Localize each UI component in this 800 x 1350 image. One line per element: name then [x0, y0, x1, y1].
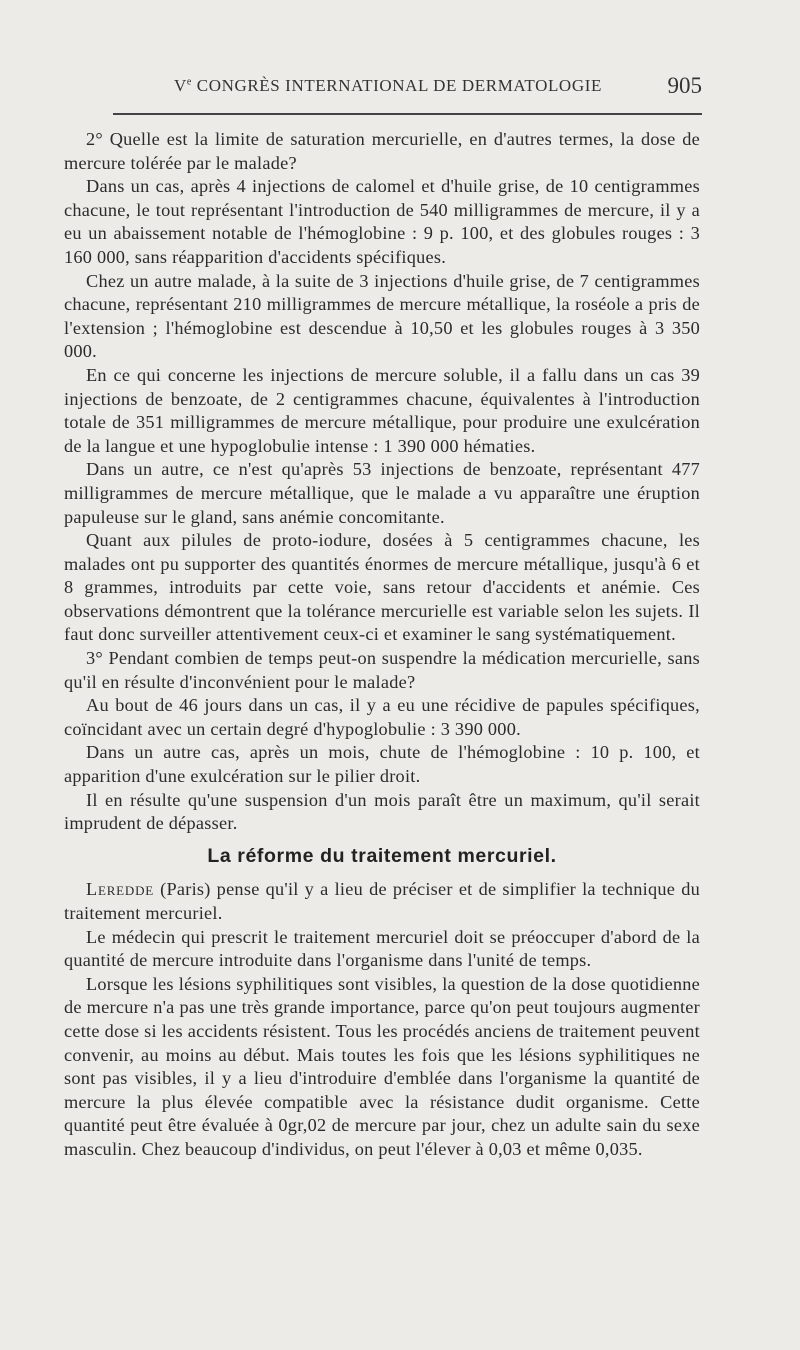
- running-header: [62, 73, 702, 102]
- paragraph: Lorsque les lésions syphilitiques sont visibles, la question de la dose quotidienne de mercure n'a pas une très grande importance, parce qu'on peut toujours augmenter cette dose si les accidents résistent. Tous les procédés anciens de traitement peuvent convenir, au moins au début. Mais toutes les fois que les lésions syphilitiques ne sont pas visibles, il y a lieu d'introduire d'emblée dans l'organisme la quantité de mercure la plus élevée compatible avec la résistance dudit organisme. Cette quantité peut être évaluée à 0gr,02 de mercure par jour, chez un adulte sain du sexe masculin. Chez beaucoup d'individus, on peut l'élever à 0,03 et même 0,035.: [64, 973, 700, 1159]
- paragraph: 2° Quelle est la limite de saturation mercurielle, en d'autres termes, la dose de mercure tolérée par le malade?: [64, 129, 700, 173]
- paragraph-author: [64, 878, 700, 925]
- paragraph: Quant aux pilules de proto-iodure, dosées à 5 centigrammes chacune, les malades ont pu supporter des quantités énormes de mercure métallique, jusqu'à 6 et 8 grammes, introduits par cette voie, sans retour d'accidents et anémie. Ces observations démontrent que la tolérance mercurielle est variable selon les sujets. Il faut donc surveiller attentivement ceux-ci et examiner le sang systématiquement.: [64, 530, 700, 645]
- paragraph: Dans un autre, ce n'est qu'après 53 injections de benzoate, représentant 477 milligrammes de mercure métallique, que le malade a vu apparaître une éruption papuleuse sur le gland, sans anémie concomitante.: [64, 459, 700, 527]
- author-name: Leredde: [86, 879, 155, 900]
- author-text: (Paris) pense qu'il y a lieu de préciser et de simplifier la technique du traitement mercuriel.: [64, 879, 700, 923]
- paragraph: Au bout de 46 jours dans un cas, il y a eu une récidive de papules spécifiques, coïncidant avec un certain degré d'hypoglobulie : 3 390 000.: [64, 695, 700, 739]
- page-body: [64, 128, 700, 1162]
- header-rule: [113, 113, 702, 115]
- header-title: Ve CONGRÈS INTERNATIONAL DE DERMATOLOGIE: [174, 76, 602, 95]
- paragraph: 3° Pendant combien de temps peut-on suspendre la médication mercurielle, sans qu'il en résulte d'inconvénient pour le malade?: [64, 648, 700, 692]
- paragraph: Le médecin qui prescrit le traitement mercuriel doit se préoccuper d'abord de la quantité de mercure introduite dans l'organisme dans l'unité de temps.: [64, 926, 700, 971]
- page-number: 905: [667, 73, 702, 98]
- paragraph: Il en résulte qu'une suspension d'un mois paraît être un maximum, qu'il serait imprudent de dépasser.: [64, 789, 700, 834]
- section-heading: La réforme du traitement mercuriel.: [207, 844, 557, 867]
- paragraph: En ce qui concerne les injections de mercure soluble, il a fallu dans un cas 39 injections de benzoate, de 2 centigrammes chacune, équivalentes à l'introduction totale de 351 milligrammes de mercure métallique, pour produire une exulcération de la langue et une hypoglobulie intense : 1 390 000 hématies.: [64, 364, 700, 456]
- paragraph: Dans un autre cas, après un mois, chute de l'hémoglobine : 10 p. 100, et apparition d'une exulcération sur le pilier droit.: [64, 742, 700, 787]
- paragraph: Chez un autre malade, à la suite de 3 injections d'huile grise, de 7 centigrammes chacune, représentant 210 milligrammes de mercure métallique, la roséole a pris de l'extension ; l'hémoglobine est descendue à 10,50 et les globules rouges à 3 350 000.: [64, 270, 700, 362]
- paragraph: Dans un cas, après 4 injections de calomel et d'huile grise, de 10 centigrammes chacune, le tout représentant l'introduction de 540 milligrammes de mercure, il y a eu un abaissement notable de l'hémoglobine : 9 p. 100, et des globules rouges : 3 160 000, sans réapparition d'accidents spécifiques.: [64, 176, 700, 267]
